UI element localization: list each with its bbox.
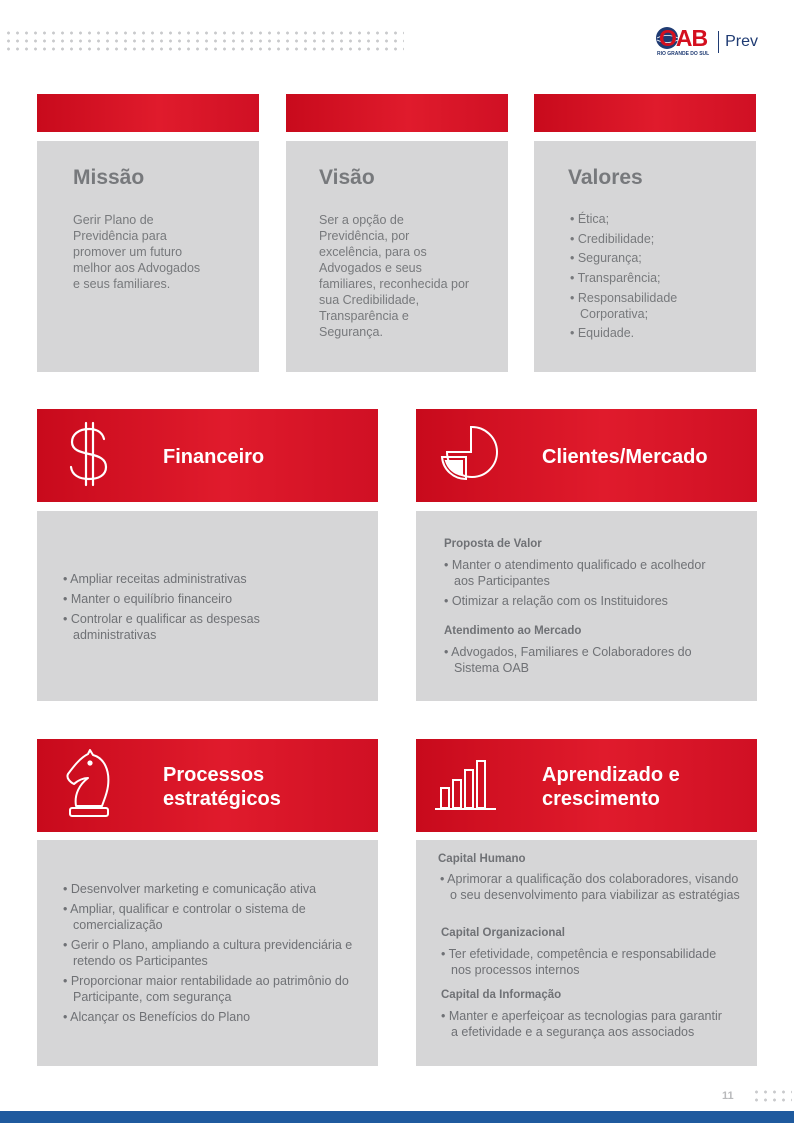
clientes-title: Clientes/Mercado	[542, 446, 708, 468]
visao-title: Visão	[319, 166, 375, 189]
decorative-dots-top	[4, 29, 404, 53]
atendimento-heading: Atendimento ao Mercado	[444, 625, 582, 637]
atendimento-list	[444, 644, 734, 680]
list-item: • Segurança;	[570, 251, 642, 265]
capital-humano-list	[440, 871, 740, 907]
bar-growth-icon	[432, 756, 502, 814]
processos-title	[163, 763, 281, 811]
visao-red-bar	[286, 94, 508, 132]
list-item: • Ética;	[570, 212, 610, 226]
aprendizado-title-line1: Aprendizado e	[542, 764, 680, 786]
list-item: • Transparência;	[570, 270, 661, 285]
missao-title: Missão	[73, 166, 145, 189]
missao-text: Gerir Plano de Previdência para promover um futuro melhor aos Advogados e seus familiares.	[73, 213, 201, 291]
dollar-icon	[64, 419, 114, 489]
list-item: • Credibilidade;	[570, 231, 655, 246]
list-item: • Otimizar a relação com os Instituidores	[444, 594, 668, 608]
proposta-heading: Proposta de Valor	[444, 538, 542, 550]
list-item: • Ampliar, qualificar e controlar o sistema de comercialização	[63, 902, 306, 932]
decorative-dots-bottom	[752, 1088, 792, 1105]
pie-chart-icon	[437, 424, 501, 484]
list-item: • Manter o equilíbrio financeiro	[63, 592, 233, 606]
capital-organizacional-list	[441, 946, 731, 982]
processos-list	[63, 881, 353, 1029]
footer-bar	[0, 1111, 794, 1123]
list-item: • Ampliar receitas administrativas	[63, 572, 247, 586]
list-item: • Controlar e qualificar as despesas administrativas	[63, 612, 260, 642]
oab-prev-logo	[654, 22, 758, 62]
capital-informacao-list	[441, 1008, 731, 1044]
list-item: • Alcançar os Benefícios do Plano	[63, 1010, 251, 1024]
chess-knight-icon	[62, 748, 116, 820]
financeiro-title: Financeiro	[163, 446, 265, 468]
list-item: • Aprimorar a qualificação dos colaboradores, visando o seu desenvolvimento para viabilizar as estratégias	[440, 872, 740, 902]
aprendizado-title	[542, 763, 680, 811]
list-item: • Manter e aperfeiçoar as tecnologias para garantir a efetividade e a segurança aos associados	[441, 1009, 722, 1039]
page-number: 11	[722, 1090, 734, 1102]
oab-logo-subtext: RIO GRANDE DO SUL	[656, 51, 710, 57]
valores-red-bar	[534, 94, 756, 132]
list-item: • Equidade.	[570, 326, 635, 340]
list-item: • Responsabilidade Corporativa;	[570, 291, 678, 321]
processos-title-line1: Processos	[163, 764, 265, 786]
financeiro-list	[63, 571, 333, 647]
list-item: • Advogados, Familiares e Colaboradores do Sistema OAB	[444, 645, 692, 675]
list-item: • Proporcionar maior rentabilidade ao patrimônio do Participante, com segurança	[63, 974, 349, 1004]
list-item: • Gerir o Plano, ampliando a cultura previdenciária e retendo os Participantes	[63, 938, 353, 968]
valores-list	[570, 210, 720, 344]
proposta-list	[444, 557, 729, 613]
oab-logo-mark	[654, 25, 712, 59]
list-item: • Ter efetividade, competência e responsabilidade nos processos internos	[441, 947, 717, 977]
missao-red-bar	[37, 94, 259, 132]
capital-organizacional-heading: Capital Organizacional	[441, 927, 565, 939]
capital-informacao-heading: Capital da Informação	[441, 989, 562, 1001]
aprendizado-title-line2: crescimento	[542, 788, 660, 810]
logo-prev-text: Prev	[725, 33, 758, 50]
capital-humano-heading: Capital Humano	[438, 853, 526, 865]
visao-text: Ser a opção de Previdência, por excelência, para os Advogados e seus familiares, reconhecida por sua Credibilidade, Transparência e Segurança.	[319, 213, 470, 339]
valores-title: Valores	[568, 166, 643, 189]
logo-divider	[718, 31, 719, 53]
processos-title-line2: estratégicos	[163, 788, 281, 810]
list-item: • Desenvolver marketing e comunicação ativa	[63, 882, 317, 896]
list-item: • Manter o atendimento qualificado e acolhedor aos Participantes	[444, 558, 706, 588]
oab-logo-text: OAB	[659, 25, 708, 51]
